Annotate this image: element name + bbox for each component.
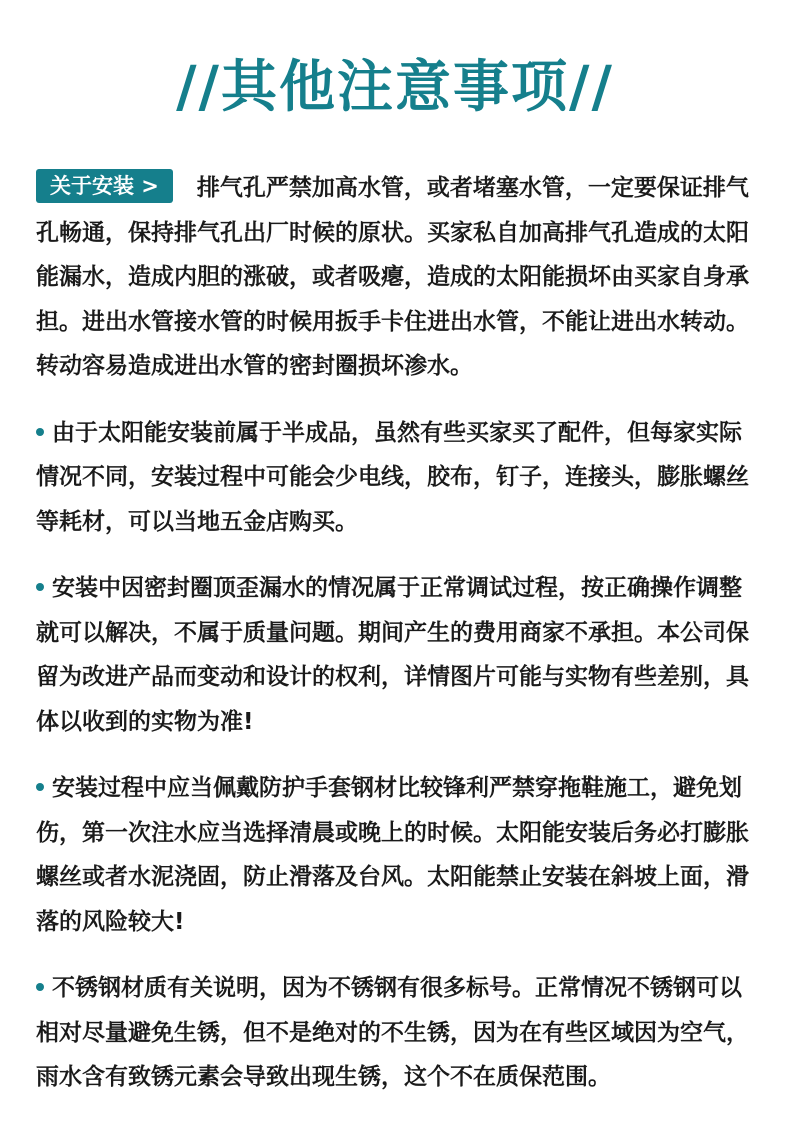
note-text: 安装过程中应当佩戴防护手套钢材比较锋利严禁穿拖鞋施工，避免划伤，第一次注水应当选择清晨或晚上的时候。太阳能安装后务必打膨胀螺丝或者水泥浇固，防止滑落及台风。太阳能禁止安装在斜坡上面，滑落的风险较大!	[36, 775, 749, 935]
note-text: 由于太阳能安装前属于半成品，虽然有些买家买了配件，但每家实际情况不同，安装过程中可能会少电线，胶布，钉子，连接头，膨胀螺丝等耗材，可以当地五金店购买。	[36, 419, 749, 535]
install-badge: 关于安装 >	[36, 169, 173, 203]
install-text: 排气孔严禁加高水管，或者堵塞水管，一定要保证排气孔畅通，保持排气孔出厂时候的原状。买家私自加高排气孔造成的太阳能漏水，造成内胆的涨破，或者吸瘪，造成的太阳能损坏由买家自身承担。进出水管接水管的时候用扳手卡住进出水管，不能让进出水转动。转动容易造成进出水管的密封圈损坏渗水。	[36, 175, 749, 379]
notes-content	[36, 166, 760, 1122]
note-item	[36, 966, 760, 1100]
bullet-dot-icon	[36, 428, 44, 436]
note-text: 不锈钢材质有关说明，因为不锈钢有很多标号。正常情况不锈钢可以相对尽量避免生锈，但不是绝对的不生锈，因为在有些区域因为空气，雨水含有致锈元素会导致出现生锈，这个不在质保范围。	[36, 975, 749, 1090]
note-item	[36, 566, 760, 744]
bullet-dot-icon	[36, 983, 44, 991]
bullet-dot-icon	[36, 583, 44, 591]
note-item	[36, 766, 760, 944]
note-text: 安装中因密封圈顶歪漏水的情况属于正常调试过程，按正确操作调整就可以解决，不属于质量问题。期间产生的费用商家不承担。本公司保留为改进产品而变动和设计的权利，详情图片可能与实物有些差别，具体以收到的实物为准!	[36, 575, 749, 735]
note-item	[36, 411, 760, 545]
install-paragraph	[36, 166, 760, 389]
page-title: //其他注意事项//	[176, 55, 614, 120]
bullet-dot-icon	[36, 783, 44, 791]
